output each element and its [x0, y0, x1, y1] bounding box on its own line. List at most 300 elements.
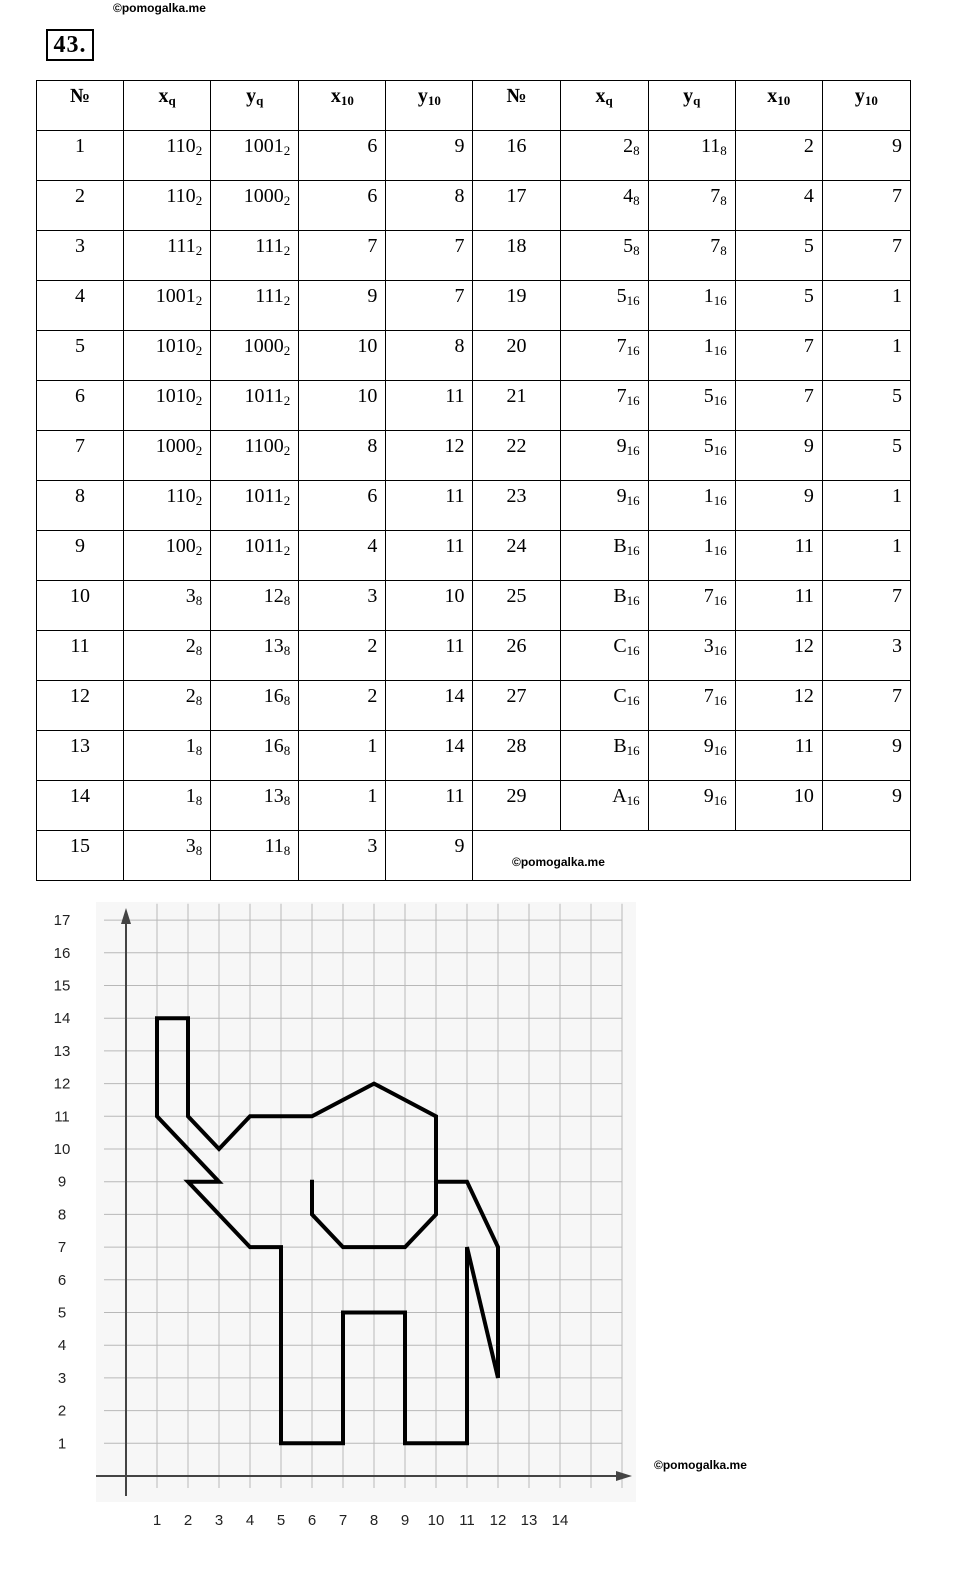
x-tick-label: 11 [459, 1512, 475, 1529]
yq-base: 16 [713, 743, 727, 758]
y-tick-label: 12 [53, 1075, 71, 1093]
table-row [37, 631, 911, 681]
row-number-cell [37, 181, 124, 231]
xq-value: 1000 [155, 435, 196, 457]
xq-base: 2 [195, 293, 203, 308]
xq-value: 3 [185, 835, 196, 857]
yq-cell [648, 381, 735, 431]
xq-cell [124, 281, 211, 331]
yq-value: 3 [703, 635, 714, 657]
xq-value: 5 [616, 285, 627, 307]
yq-base: 2 [283, 543, 291, 558]
y10-cell [822, 481, 910, 531]
yq-cell [211, 781, 299, 831]
row-number: 16 [506, 135, 527, 157]
yq-base: 8 [720, 193, 727, 208]
header-subscript: q [693, 93, 701, 108]
row-number-cell [473, 781, 560, 831]
y10-cell [822, 581, 910, 631]
yq-cell [648, 431, 735, 481]
table-row [37, 231, 911, 281]
xq-value: 2 [185, 635, 196, 657]
xq-base: 8 [195, 643, 203, 658]
xq-cell [124, 781, 211, 831]
table-row [37, 681, 911, 731]
x-tick-label: 4 [245, 1512, 255, 1529]
y10-cell [386, 381, 473, 431]
task-number: 43. [46, 29, 94, 61]
row-number: 24 [506, 535, 527, 557]
y10-cell [386, 481, 473, 531]
x-tick-label: 5 [276, 1512, 286, 1529]
x10-cell [735, 431, 822, 481]
yq-value: 13 [263, 785, 284, 807]
row-number: 26 [506, 635, 527, 657]
x10-cell [735, 381, 822, 431]
coordinate-plot [0, 880, 960, 1565]
yq-cell [211, 681, 299, 731]
xq-cell [560, 431, 648, 481]
y10-value: 8 [454, 335, 465, 357]
x10-value: 9 [803, 485, 814, 507]
yq-value: 1100 [244, 435, 284, 457]
y10-cell [822, 331, 910, 381]
y-tick-label: 7 [57, 1239, 67, 1257]
yq-base: 16 [713, 793, 727, 808]
xq-base: 8 [195, 593, 203, 608]
y10-cell [386, 731, 473, 781]
y10-cell [822, 681, 910, 731]
row-number-cell [473, 531, 560, 581]
row-number: 28 [506, 735, 527, 757]
yq-base: 2 [283, 393, 291, 408]
table-row [37, 281, 911, 331]
y10-value: 11 [445, 485, 465, 507]
y10-cell [386, 581, 473, 631]
y-tick-label: 13 [53, 1042, 71, 1060]
xq-base: 16 [626, 643, 640, 658]
row-number: 12 [70, 685, 91, 707]
y10-cell [386, 831, 473, 881]
yq-base: 16 [713, 493, 727, 508]
yq-cell [211, 231, 299, 281]
x10-value: 5 [803, 285, 814, 307]
yq-cell [648, 731, 735, 781]
y10-cell [386, 431, 473, 481]
y-tick-label: 6 [57, 1271, 67, 1289]
y10-value: 9 [892, 785, 902, 807]
row-number-cell [473, 131, 560, 181]
yq-value: 1 [703, 485, 714, 507]
y10-value: 9 [892, 135, 902, 157]
yq-cell [211, 331, 299, 381]
x10-value: 8 [367, 435, 378, 457]
y10-value: 5 [892, 385, 902, 407]
y10-value: 9 [454, 835, 465, 857]
y10-value: 1 [892, 535, 902, 557]
table-row [37, 381, 911, 431]
row-number-cell [37, 831, 124, 881]
row-number-cell [473, 381, 560, 431]
x10-value: 4 [367, 535, 378, 557]
y10-value: 1 [892, 485, 902, 507]
xq-base: 8 [633, 193, 640, 208]
yq-value: 1 [703, 535, 714, 557]
header-subscript: 10 [427, 93, 441, 108]
row-number-cell [473, 681, 560, 731]
row-number: 13 [70, 735, 91, 757]
x10-cell [299, 331, 386, 381]
y10-cell [386, 331, 473, 381]
x-tick-label: 10 [427, 1512, 445, 1529]
xq-cell [560, 731, 648, 781]
x-tick-label: 1 [152, 1512, 162, 1529]
header-base: № [506, 85, 527, 107]
x10-cell [299, 681, 386, 731]
x10-cell [735, 631, 822, 681]
row-number: 6 [75, 385, 86, 407]
xq-value: 110 [166, 485, 196, 507]
xq-base: 8 [195, 743, 203, 758]
row-number-cell [37, 131, 124, 181]
y10-value: 14 [444, 685, 465, 707]
row-number-cell [473, 231, 560, 281]
watermark-bottom: ©pomogalka.me [654, 1458, 747, 1472]
yq-value: 1 [703, 335, 714, 357]
header-subscript: q [605, 93, 613, 108]
yq-base: 8 [283, 593, 291, 608]
coordinate-plot-svg [0, 880, 960, 1565]
row-number-cell [473, 281, 560, 331]
y10-cell [386, 231, 473, 281]
x10-value: 9 [367, 285, 378, 307]
yq-cell [211, 181, 299, 231]
row-number: 20 [506, 335, 527, 357]
header-cell [735, 81, 822, 131]
header-cell [386, 81, 473, 131]
xq-value: 5 [623, 235, 634, 257]
yq-value: 1011 [244, 485, 284, 507]
y-tick-label: 1 [57, 1435, 67, 1453]
row-number-cell [37, 231, 124, 281]
row-number-cell [37, 481, 124, 531]
y10-cell [386, 781, 473, 831]
xq-base: 2 [195, 143, 203, 158]
xq-value: 3 [185, 585, 196, 607]
y10-value: 7 [454, 235, 465, 257]
xq-base: 16 [626, 493, 640, 508]
watermark-middle: ©pomogalka.me [512, 855, 605, 869]
x10-value: 4 [803, 185, 814, 207]
table-header-row [37, 81, 911, 131]
y-tick-label: 3 [57, 1369, 67, 1387]
x10-value: 6 [367, 485, 378, 507]
yq-cell [648, 681, 735, 731]
yq-cell [211, 431, 299, 481]
x10-cell [299, 431, 386, 481]
row-number-cell [37, 581, 124, 631]
x10-value: 11 [794, 585, 814, 607]
xq-value: 1 [185, 785, 196, 807]
y10-cell [822, 281, 910, 331]
header-base: x [330, 85, 341, 107]
y10-cell [822, 131, 910, 181]
yq-value: 9 [703, 735, 714, 757]
x10-cell [735, 181, 822, 231]
header-base: y [417, 85, 428, 107]
yq-cell [211, 731, 299, 781]
header-cell [37, 81, 124, 131]
row-number-cell [37, 631, 124, 681]
xq-base: 2 [195, 443, 203, 458]
yq-value: 11 [700, 135, 721, 157]
xq-base: 2 [195, 243, 203, 258]
x-tick-label: 2 [183, 1512, 193, 1529]
yq-base: 2 [283, 293, 291, 308]
xq-base: 2 [195, 193, 203, 208]
xq-cell [124, 181, 211, 231]
header-subscript: q [256, 93, 264, 108]
xq-value: 7 [616, 385, 627, 407]
row-number-cell [37, 331, 124, 381]
xq-base: 2 [195, 393, 203, 408]
yq-value: 16 [263, 735, 284, 757]
x10-cell [299, 481, 386, 531]
header-cell [124, 81, 211, 131]
xq-base: 16 [626, 343, 640, 358]
y10-cell [386, 131, 473, 181]
x10-cell [735, 231, 822, 281]
yq-base: 16 [713, 293, 727, 308]
x10-cell [299, 381, 386, 431]
table-row [37, 531, 911, 581]
xq-base: 16 [626, 443, 640, 458]
row-number-cell [37, 781, 124, 831]
x10-cell [735, 781, 822, 831]
row-number: 11 [70, 635, 90, 657]
yq-base: 2 [283, 193, 291, 208]
x10-cell [299, 831, 386, 881]
x10-value: 11 [794, 735, 814, 757]
row-number: 17 [506, 185, 527, 207]
xq-cell [560, 281, 648, 331]
y10-value: 7 [454, 285, 465, 307]
yq-value: 7 [710, 235, 721, 257]
yq-cell [648, 481, 735, 531]
yq-base: 2 [283, 243, 291, 258]
xq-cell [124, 231, 211, 281]
y10-value: 11 [445, 385, 465, 407]
xq-cell [560, 381, 648, 431]
yq-base: 2 [283, 493, 291, 508]
xq-base: 8 [633, 143, 640, 158]
y10-cell [822, 431, 910, 481]
yq-value: 1000 [243, 185, 284, 207]
xq-base: 16 [626, 593, 640, 608]
y10-value: 7 [892, 585, 902, 607]
yq-value: 7 [703, 685, 714, 707]
yq-cell [211, 131, 299, 181]
y10-cell [822, 631, 910, 681]
x-tick-label: 6 [307, 1512, 317, 1529]
x10-value: 5 [803, 235, 814, 257]
x10-value: 6 [367, 185, 378, 207]
xq-value: B [613, 535, 627, 557]
row-number-cell [37, 531, 124, 581]
xq-cell [560, 681, 648, 731]
row-number-cell [473, 481, 560, 531]
yq-cell [648, 181, 735, 231]
xq-base: 2 [195, 493, 203, 508]
x10-cell [735, 481, 822, 531]
yq-base: 8 [283, 793, 291, 808]
y10-value: 10 [444, 585, 465, 607]
header-base: y [854, 85, 865, 107]
x10-cell [735, 731, 822, 781]
xq-cell [124, 481, 211, 531]
x10-cell [299, 631, 386, 681]
xq-cell [560, 531, 648, 581]
yq-cell [211, 831, 299, 881]
xq-value: 9 [616, 485, 627, 507]
y10-value: 7 [892, 685, 902, 707]
header-base: x [595, 85, 606, 107]
xq-base: 8 [195, 693, 203, 708]
x10-value: 7 [803, 335, 814, 357]
xq-cell [560, 481, 648, 531]
row-number: 21 [506, 385, 527, 407]
yq-base: 8 [283, 743, 291, 758]
xq-cell [560, 781, 648, 831]
xq-cell [124, 381, 211, 431]
row-number: 18 [506, 235, 527, 257]
coordinates-table [36, 80, 911, 881]
row-number: 7 [75, 435, 86, 457]
y-tick-label: 16 [53, 944, 71, 962]
row-number: 4 [75, 285, 86, 307]
yq-cell [648, 231, 735, 281]
x10-value: 10 [357, 385, 378, 407]
y10-cell [386, 281, 473, 331]
header-cell [473, 81, 560, 131]
xq-cell [124, 331, 211, 381]
yq-cell [211, 281, 299, 331]
header-subscript: 10 [777, 93, 791, 108]
yq-base: 8 [720, 143, 727, 158]
y10-cell [822, 381, 910, 431]
x10-cell [735, 531, 822, 581]
xq-cell [560, 631, 648, 681]
row-number-cell [37, 431, 124, 481]
x10-cell [299, 181, 386, 231]
header-cell [822, 81, 910, 131]
xq-base: 2 [195, 343, 203, 358]
xq-value: B [613, 735, 627, 757]
y10-value: 5 [892, 435, 902, 457]
table-row [37, 581, 911, 631]
y-tick-label: 14 [53, 1010, 71, 1028]
xq-base: 16 [626, 293, 640, 308]
yq-base: 16 [713, 543, 727, 558]
yq-base: 8 [720, 243, 727, 258]
table-row [37, 131, 911, 181]
y-tick-label: 5 [57, 1304, 67, 1322]
x10-value: 3 [367, 585, 378, 607]
x10-value: 9 [803, 435, 814, 457]
x10-value: 6 [367, 135, 378, 157]
xq-value: 1010 [155, 335, 196, 357]
xq-cell [560, 331, 648, 381]
table-row [37, 731, 911, 781]
xq-base: 8 [195, 793, 203, 808]
xq-value: 100 [165, 535, 196, 557]
y10-value: 8 [454, 185, 465, 207]
y10-cell [822, 781, 910, 831]
y-tick-label: 11 [54, 1108, 70, 1126]
xq-cell [560, 231, 648, 281]
x10-cell [299, 531, 386, 581]
x10-value: 11 [794, 535, 814, 557]
yq-base: 8 [283, 693, 291, 708]
xq-cell [124, 831, 211, 881]
row-number-cell [37, 681, 124, 731]
row-number: 14 [70, 785, 91, 807]
yq-value: 12 [263, 585, 284, 607]
table-row [37, 431, 911, 481]
row-number: 19 [506, 285, 527, 307]
grid-background [96, 902, 636, 1502]
yq-base: 2 [283, 143, 291, 158]
header-base: y [683, 85, 694, 107]
yq-value: 13 [263, 635, 284, 657]
x10-value: 12 [793, 635, 814, 657]
y10-value: 9 [454, 135, 465, 157]
yq-value: 111 [255, 235, 284, 257]
x-tick-label: 12 [489, 1512, 507, 1529]
y-tick-label: 10 [53, 1141, 71, 1158]
yq-cell [211, 381, 299, 431]
header-cell [648, 81, 735, 131]
row-number-cell [473, 631, 560, 681]
yq-base: 16 [713, 593, 727, 608]
row-number-cell [473, 581, 560, 631]
table-row [37, 181, 911, 231]
header-subscript: 10 [864, 93, 878, 108]
yq-value: 111 [255, 285, 284, 307]
xq-cell [124, 131, 211, 181]
yq-base: 16 [713, 343, 727, 358]
x10-cell [735, 681, 822, 731]
table-row [37, 331, 911, 381]
row-number: 25 [506, 585, 527, 607]
yq-cell [648, 581, 735, 631]
y10-value: 3 [892, 635, 902, 657]
y10-cell [386, 631, 473, 681]
xq-value: C [613, 685, 627, 707]
x10-cell [299, 281, 386, 331]
header-cell [299, 81, 386, 131]
xq-cell [560, 131, 648, 181]
xq-base: 16 [626, 743, 640, 758]
y10-value: 12 [444, 435, 465, 457]
xq-value: 111 [167, 235, 196, 257]
xq-base: 8 [633, 243, 640, 258]
yq-base: 2 [283, 343, 291, 358]
yq-value: 11 [264, 835, 284, 857]
y10-cell [386, 181, 473, 231]
y10-cell [822, 731, 910, 781]
xq-value: 1001 [155, 285, 196, 307]
